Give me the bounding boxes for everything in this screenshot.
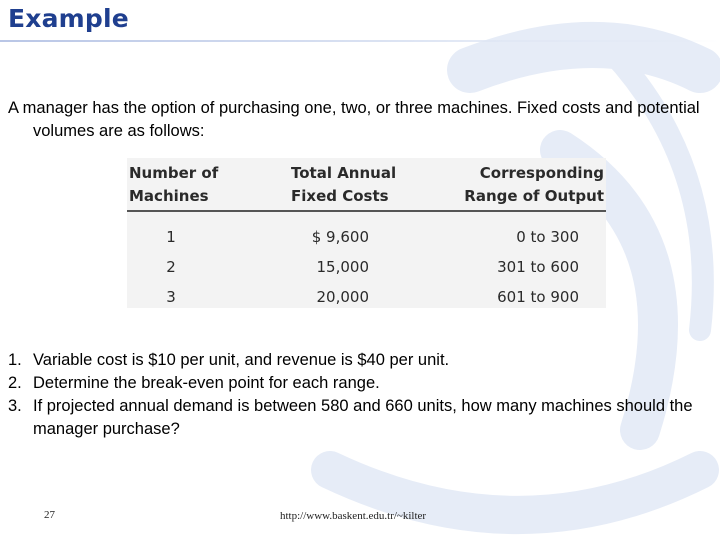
list-number: 3. xyxy=(8,397,22,415)
list-number: 2. xyxy=(8,374,22,392)
list-item xyxy=(8,395,708,441)
table-row xyxy=(127,222,606,252)
cell-machines: 3 xyxy=(166,288,176,306)
list-text: If projected annual demand is between 580 and 660 units, how many machines should the manager purchase? xyxy=(33,397,693,438)
footer-url: http://www.baskent.edu.tr/~kilter xyxy=(280,510,427,522)
list-item xyxy=(8,349,708,372)
intro-paragraph: A manager has the option of purchasing one, two, or three machines. Fixed costs and potential volumes are as follows: xyxy=(8,99,700,140)
cell-fixed-cost: $ 9,600 xyxy=(311,228,369,246)
cell-fixed-cost: 20,000 xyxy=(316,288,369,306)
header-output-range xyxy=(464,162,604,208)
header-line: Machines xyxy=(129,187,209,205)
list-number: 1. xyxy=(8,351,22,369)
cell-output-range: 0 to 300 xyxy=(516,228,579,246)
cell-output-range: 601 to 900 xyxy=(497,288,579,306)
header-line: Corresponding xyxy=(479,164,604,182)
header-line: Number of xyxy=(129,164,219,182)
header-line: Range of Output xyxy=(464,187,604,205)
page-number: 27 xyxy=(44,509,55,521)
list-text: Variable cost is $10 per unit, and revenue is $40 per unit. xyxy=(33,351,450,369)
cell-machines: 1 xyxy=(166,228,176,246)
slide-title: Example xyxy=(8,4,129,33)
cell-fixed-cost: 15,000 xyxy=(316,258,369,276)
header-fixed-costs xyxy=(291,162,396,208)
table-row xyxy=(127,282,606,312)
header-machines xyxy=(129,162,218,208)
cell-output-range: 301 to 600 xyxy=(497,258,579,276)
header-line: Total Annual xyxy=(291,164,397,182)
cell-machines: 2 xyxy=(166,258,176,276)
steps-list xyxy=(8,349,708,441)
fixed-costs-table xyxy=(127,158,606,308)
header-divider xyxy=(127,210,606,212)
table-row xyxy=(127,252,606,282)
list-item xyxy=(8,372,708,395)
header-line: Fixed Costs xyxy=(291,187,389,205)
title-divider xyxy=(0,40,720,42)
list-text: Determine the break-even point for each range. xyxy=(33,374,380,392)
